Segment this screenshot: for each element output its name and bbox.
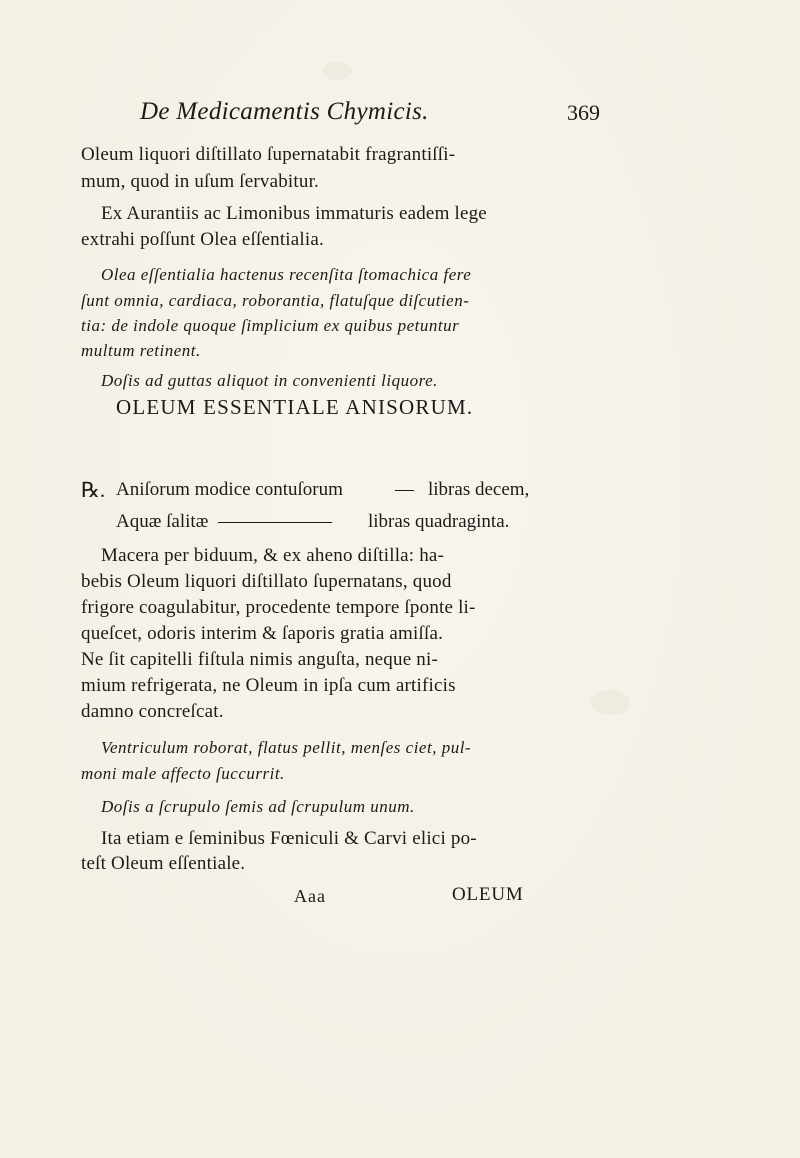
page-number: 369 [567,100,600,125]
section-heading: OLEUM ESSENTIALE ANISORUM. [116,395,474,419]
italic-text-line: tia: de indole quoque ſimplicium ex quibus petuntur [81,316,460,335]
recipe-quantity-2: libras quadraginta. [368,511,510,532]
italic-text-line: Olea eſſentialia hactenus recenſita ſtomachica fere [101,265,472,284]
recipe-dash-2: —————— [218,511,332,532]
running-title: De Medicamentis Chymicis. [140,98,429,125]
running-head [140,98,600,138]
text-line: bebis Oleum liquori diſtillato ſupernatans, quod [81,571,452,592]
text-line: queſcet, odoris interim & ſaporis gratia amiſſa. [81,623,444,644]
signature-mark: Aaa [294,886,326,906]
text-line: mium refrigerata, ne Oleum in ipſa cum artificis [81,675,456,696]
text-line: mum, quod in uſum ſervabitur. [81,171,320,192]
text-line: Ne ſit capitelli fiſtula nimis anguſta, neque ni- [81,649,438,670]
italic-text-line: multum retinent. [81,341,201,360]
text-line: Oleum liquori diſtillato ſupernatabit fragrantiſſi- [81,144,456,165]
text-line: Macera per biduum, & ex aheno diſtilla: ha- [101,545,445,566]
text-line: extrahi poſſunt Olea eſſentialia. [81,229,324,250]
italic-text-line: Ventriculum roborat, flatus pellit, menſes ciet, pul- [101,738,472,757]
text-line: damno concreſcat. [81,701,224,722]
recipe-sign: ℞. [81,478,106,502]
italic-text-line: moni male affecto ſuccurrit. [81,764,285,783]
dose-line: Doſis ad guttas aliquot in convenienti liquore. [101,371,438,390]
text-line: frigore coagulabitur, procedente tempore ſponte li- [81,597,476,618]
italic-text-line: ſunt omnia, cardiaca, roborantia, flatuſque diſcutien- [81,291,470,310]
text-line: Ita etiam e ſeminibus Fœniculi & Carvi elici po- [101,828,477,849]
recipe-ingredient-2: Aquæ ſalitæ [116,511,209,532]
paper-stain [322,62,352,80]
recipe-ingredient-1: Aniſorum modice contuſorum [116,479,343,500]
dose-line: Doſis a ſcrupulo ſemis ad ſcrupulum unum. [101,797,415,816]
catchword: OLEUM [452,884,524,905]
text-line: teſt Oleum eſſentiale. [81,853,246,874]
recipe-dash-1: — [395,479,414,500]
text-line: Ex Aurantiis ac Limonibus immaturis eadem lege [101,203,487,224]
recipe-quantity-1: libras decem, [428,479,530,500]
